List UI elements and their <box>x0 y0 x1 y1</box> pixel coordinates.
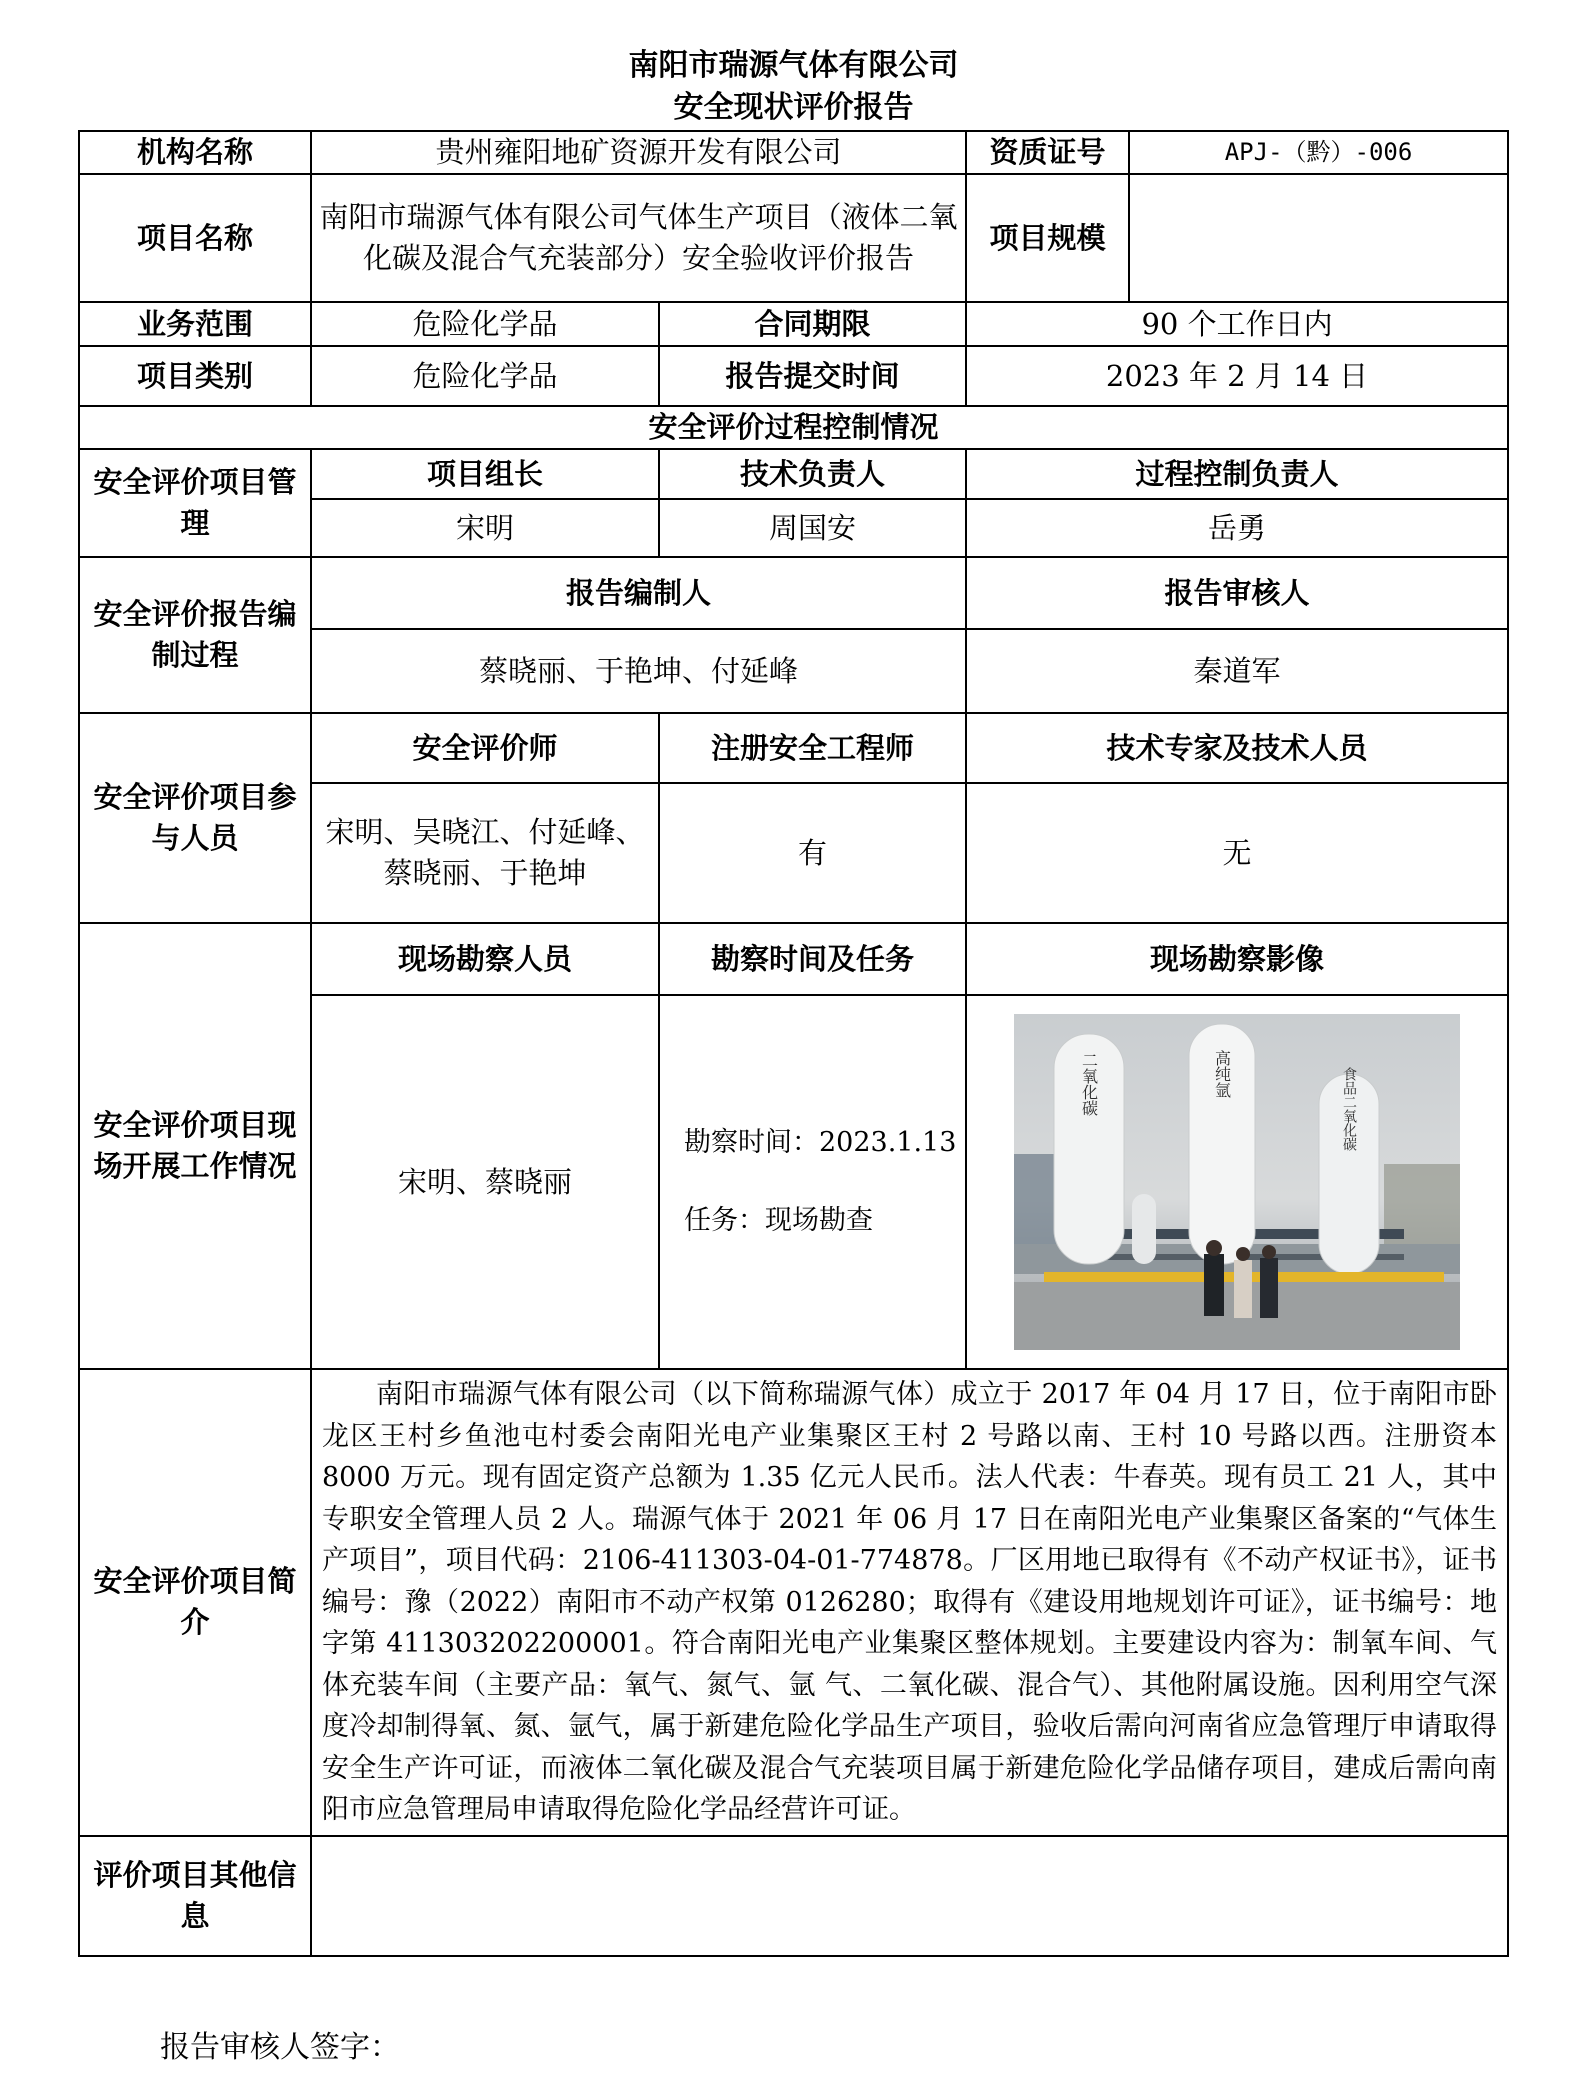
evaluators-value: 宋明、吴晓江、付延峰、蔡晓丽、于艳坤 <box>311 783 659 923</box>
intro-row <box>79 1369 1508 1836</box>
other-label: 评价项目其他信息 <box>79 1836 311 1956</box>
management-label: 安全评价项目管理 <box>79 449 311 557</box>
survey-time: 勘察时间：2023.1.13 <box>684 1127 957 1158</box>
site-survey-photo <box>1014 1014 1460 1350</box>
site-time-task-value <box>659 995 966 1369</box>
project-name-row <box>79 174 1508 302</box>
project-scale-value <box>1129 174 1508 302</box>
site-header-row <box>79 923 1508 995</box>
org-value: 贵州雍阳地矿资源开发有限公司 <box>311 131 966 174</box>
editor-label: 报告编制人 <box>311 557 966 629</box>
business-value: 危险化学品 <box>311 302 659 346</box>
cert-label: 资质证号 <box>966 131 1129 174</box>
engineer-value: 有 <box>659 783 966 923</box>
process-label: 过程控制负责人 <box>966 449 1508 499</box>
tank3-label: 食品二氧化碳 <box>1341 1067 1358 1151</box>
tech-value: 周国安 <box>659 499 966 557</box>
leader-value: 宋明 <box>311 499 659 557</box>
submit-value: 2023 年 2 月 14 日 <box>966 346 1508 406</box>
other-row <box>79 1836 1508 1956</box>
participants-label: 安全评价项目参与人员 <box>79 713 311 923</box>
section-title-row <box>79 406 1508 449</box>
site-label: 安全评价项目现场开展工作情况 <box>79 923 311 1369</box>
tank2-label: 高纯氩 <box>1212 1050 1232 1098</box>
category-label: 项目类别 <box>79 346 311 406</box>
other-value <box>311 1836 1508 1956</box>
intro-text: 南阳市瑞源气体有限公司（以下简称瑞源气体）成立于 2017 年 04 月 17 日，位于南阳市卧龙区王村乡鱼池屯村委会南阳光电产业集聚区王村 2 号路以南、王村 10 号路以西。注册资本 8000 万元。现有固定资产总额为 1.35 亿元人民币。法人代表：牛春英。现有员工 21 人，其中专职安全管理人员 2 人。瑞源气体于 2021 年 06 月 17 日在南阳光电产业集聚区备案的“气体生产项目”，项目代码：2106-411303-04-01-774878。厂区用地已取得有《不动产权证书》，证书编号：豫（2022）南阳市不动产权第 0126280；取得有《建设用地规划许可证》，证书编号：地字第 411303202200001。符合南阳光电产业集聚区整体规划。主要建设内容为：制氧车间、气体充装车间（主要产品：氧气、氮气、氩 气、二氧化碳、混合气）、其他附属设施。因利用空气深度冷却制得氧、氮、氩气，属于新建危险化学品生产项目，验收后需向河南省应急管理厅申请取得安全生产许可证，而液体二氧化碳及混合气充装项目属于新建危险化学品储存项目，建成后需向南阳市应急管理局申请取得危险化学品经营许可证。 <box>311 1369 1508 1836</box>
tech-label: 技术负责人 <box>659 449 966 499</box>
business-label: 业务范围 <box>79 302 311 346</box>
report-title: 安全现状评价报告 <box>673 90 914 125</box>
site-image-label: 现场勘察影像 <box>966 923 1508 995</box>
evaluator-label: 安全评价师 <box>311 713 659 783</box>
contract-value: 90 个工作日内 <box>966 302 1508 346</box>
org-row <box>79 131 1508 174</box>
editors-value: 蔡晓丽、于艳坤、付延峰 <box>311 629 966 713</box>
storage-tanks-photo <box>1014 1014 1460 1350</box>
compilation-header-row <box>79 557 1508 629</box>
cert-value: APJ-（黔）-006 <box>1129 131 1508 174</box>
intro-label: 安全评价项目简介 <box>79 1369 311 1836</box>
reviewer-signature-label: 报告审核人签字： <box>160 2030 400 2065</box>
management-header-row <box>79 449 1508 499</box>
section-title: 安全评价过程控制情况 <box>79 406 1508 449</box>
expert-value: 无 <box>966 783 1508 923</box>
site-people-value: 宋明、蔡晓丽 <box>311 995 659 1369</box>
business-row <box>79 302 1508 346</box>
process-value: 岳勇 <box>966 499 1508 557</box>
contract-label: 合同期限 <box>659 302 966 346</box>
report-company-title: 南阳市瑞源气体有限公司 <box>628 48 959 83</box>
engineer-label: 注册安全工程师 <box>659 713 966 783</box>
project-name-value: 南阳市瑞源气体有限公司气体生产项目（液体二氧化碳及混合气充装部分）安全验收评价报告 <box>311 174 966 302</box>
project-scale-label: 项目规模 <box>966 174 1129 302</box>
tank1-label: 二氧化碳 <box>1079 1052 1099 1116</box>
site-time-task-label: 勘察时间及任务 <box>659 923 966 995</box>
category-value: 危险化学品 <box>311 346 659 406</box>
compilation-label: 安全评价报告编制过程 <box>79 557 311 713</box>
expert-label: 技术专家及技术人员 <box>966 713 1508 783</box>
leader-label: 项目组长 <box>311 449 659 499</box>
participants-header-row <box>79 713 1508 783</box>
org-label: 机构名称 <box>79 131 311 174</box>
submit-label: 报告提交时间 <box>659 346 966 406</box>
reviewer-value: 秦道军 <box>966 629 1508 713</box>
site-people-label: 现场勘察人员 <box>311 923 659 995</box>
reviewer-label: 报告审核人 <box>966 557 1508 629</box>
survey-task: 任务：现场勘查 <box>684 1205 873 1236</box>
evaluation-report-table <box>78 130 1509 1957</box>
category-row <box>79 346 1508 406</box>
site-photo-cell <box>966 995 1508 1369</box>
project-name-label: 项目名称 <box>79 174 311 302</box>
